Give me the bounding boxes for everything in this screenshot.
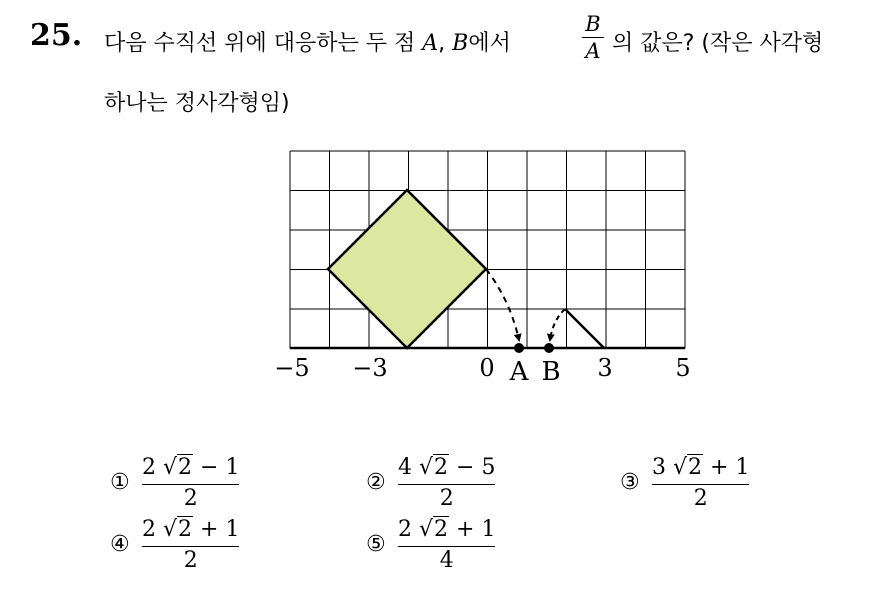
choice-denominator-2: 2 — [439, 486, 454, 511]
point-b — [544, 343, 554, 353]
ratio-denominator: A — [585, 39, 601, 63]
choice-fraction-2 — [398, 454, 495, 512]
choice-numerator-3: 3 √2 + 1 — [652, 455, 750, 480]
var-b: B — [452, 31, 469, 56]
tilted-square — [328, 190, 486, 348]
tick-label-neg5: −5 — [274, 354, 310, 382]
choice-denominator-1: 2 — [183, 486, 198, 511]
tick-label-3: 3 — [597, 354, 613, 382]
tick-label-neg3: −3 — [352, 354, 388, 382]
question-line-2: 하나는 정사각형임) — [104, 91, 290, 116]
choice-numerator-5: 2 √2 + 1 — [398, 517, 496, 542]
choice-numerator-1: 2 √2 − 1 — [142, 455, 240, 480]
choice-fraction-3 — [652, 454, 749, 512]
point-a — [514, 343, 524, 353]
choice-mark-1: ① — [110, 470, 130, 495]
arrow-to-b — [550, 309, 565, 340]
choice-denominator-4: 2 — [183, 548, 198, 573]
question-text-before: 다음 수직선 위에 대응하는 두 점 — [104, 31, 423, 56]
tick-label-0: 0 — [479, 354, 495, 382]
point-label-b: B — [541, 357, 561, 387]
choice-bar-3 — [652, 484, 749, 485]
question-number: 25. — [30, 18, 83, 53]
choice-fraction-4 — [142, 516, 239, 574]
choice-bar-1 — [142, 484, 239, 485]
choice-bar-4 — [142, 546, 239, 547]
point-label-a: A — [509, 357, 529, 387]
choice-fraction-5 — [398, 516, 495, 574]
choice-numerator-2: 4 √2 − 5 — [398, 455, 496, 480]
comma: , — [438, 31, 453, 56]
choice-bar-2 — [398, 484, 495, 485]
var-a: A — [422, 31, 439, 56]
choice-numerator-4: 2 √2 + 1 — [142, 517, 240, 542]
choice-mark-2: ② — [366, 470, 386, 495]
diagonal-segment — [565, 309, 604, 348]
choice-mark-3: ③ — [620, 470, 640, 495]
tick-label-5: 5 — [675, 354, 691, 382]
ratio-numerator: B — [585, 12, 601, 36]
choice-mark-5: ⑤ — [366, 532, 386, 557]
question-text-after: 의 값은? (작은 사각형 — [612, 31, 824, 56]
choice-fraction-1 — [142, 454, 239, 512]
choice-bar-5 — [398, 546, 495, 547]
question-text-mid: 에서 — [468, 31, 511, 56]
arrow-to-a — [486, 269, 519, 340]
choice-mark-4: ④ — [110, 532, 130, 557]
choice-denominator-5: 4 — [439, 548, 454, 573]
choice-denominator-3: 2 — [693, 486, 708, 511]
